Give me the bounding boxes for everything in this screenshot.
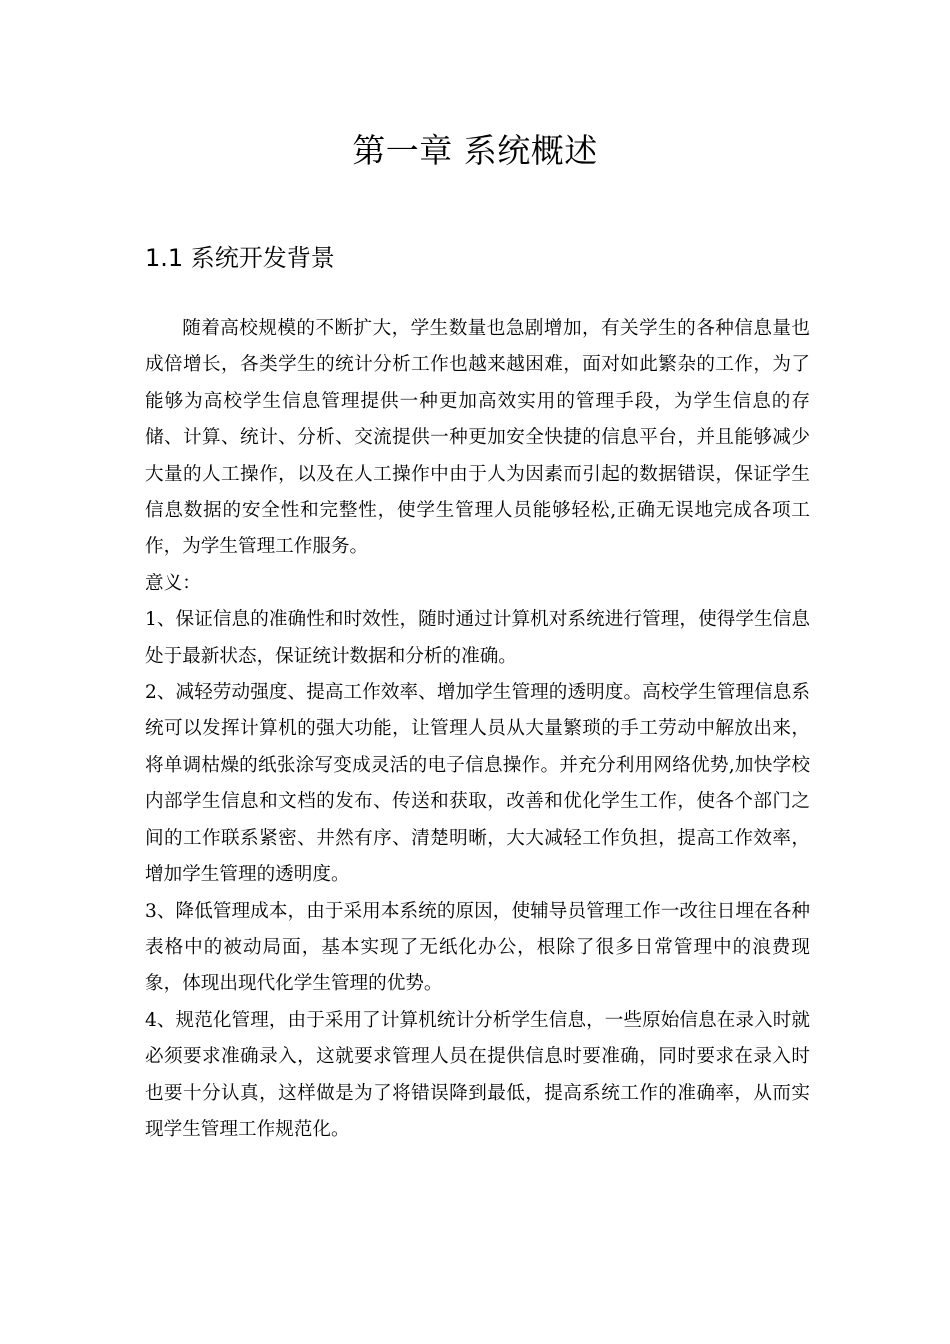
point-paragraph: 3、降低管理成本，由于采用本系统的原因，使辅导员管理工作一改往日埋在各种表格中的被动局面，基本实现了无纸化办公，根除了很多日常管理中的浪费现象，体现出现代化学生管理的优势。 (145, 900, 810, 995)
section-title: 1.1 系统开发背景 (145, 244, 335, 272)
point-paragraph: 2、减轻劳动强度、提高工作效率、增加学生管理的透明度。高校学生管理信息系统可以发挥计算机的强大功能，让管理人员从大量繁琐的手工劳动中解放出来，将单调枯燥的纸张涂写变成灵活的电子信息操作。并充分利用网络优势,加快学校内部学生信息和文档的发布、传送和获取，改善和优化学生工作，使各个部门之间的工作联系紧密、井然有序、清楚明晰，大大减轻工作负担，提高工作效率，增加学生管理的透明度。 (145, 682, 810, 886)
body-text (145, 311, 810, 1148)
point-paragraph: 4、规范化管理，由于采用了计算机统计分析学生信息，一些原始信息在录入时就必须要求准确录入，这就要求管理人员在提供信息时要准确，同时要求在录入时也要十分认真，这样做是为了将错误降到最低，提高系统工作的准确率，从而实现学生管理工作规范化。 (145, 1009, 810, 1140)
point-paragraph: 1、保证信息的准确性和时效性，随时通过计算机对系统进行管理，使得学生信息处于最新状态，保证统计数据和分析的准确。 (145, 609, 810, 667)
significance-label: 意义： (145, 572, 201, 594)
chapter-title: 第一章 系统概述 (352, 131, 598, 170)
intro-paragraph: 随着高校规模的不断扩大，学生数量也急剧增加，有关学生的各种信息量也成倍增长，各类学生的统计分析工作也越来越困难，面对如此繁杂的工作，为了能够为高校学生信息管理提供一种更加高效实用的管理手段，为学生信息的存储、计算、统计、分析、交流提供一种更加安全快捷的信息平台，并且能够减少大量的人工操作，以及在人工操作中由于人为因素而引起的数据错误，保证学生信息数据的安全性和完整性，使学生管理人员能够轻松,正确无误地完成各项工作，为学生管理工作服务。 (145, 318, 810, 558)
